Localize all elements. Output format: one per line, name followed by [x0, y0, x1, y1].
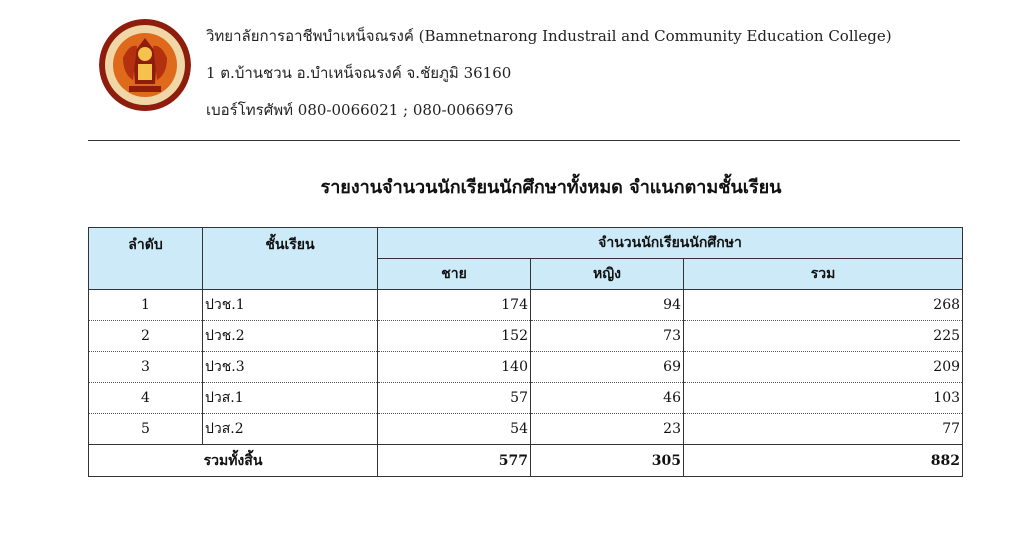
row-index: 4 — [89, 383, 203, 414]
row-index: 2 — [89, 321, 203, 352]
row-total: 268 — [684, 290, 963, 321]
row-total: 77 — [684, 414, 963, 445]
column-header-level: ชั้นเรียน — [203, 228, 378, 290]
row-level: ปวช.3 — [203, 352, 378, 383]
table-row — [89, 383, 963, 414]
row-index: 5 — [89, 414, 203, 445]
table-total-row — [89, 445, 963, 477]
school-address: 1 ต.บ้านชวน อ.บำเหน็จณรงค์ จ.ชัยภูมิ 36160 — [206, 64, 512, 82]
total-male: 577 — [378, 445, 531, 477]
row-male: 57 — [378, 383, 531, 414]
column-header-student-count: จำนวนนักเรียนนักศึกษา — [378, 228, 963, 259]
table-row — [89, 290, 963, 321]
college-seal-icon — [99, 18, 191, 112]
column-header-index: ลำดับ — [89, 228, 203, 290]
row-index: 3 — [89, 352, 203, 383]
row-male: 174 — [378, 290, 531, 321]
row-level: ปวส.1 — [203, 383, 378, 414]
row-level: ปวส.2 — [203, 414, 378, 445]
total-all: 882 — [684, 445, 963, 477]
total-label: รวมทั้งสิ้น — [89, 445, 378, 477]
row-female: 23 — [531, 414, 684, 445]
school-phone: เบอร์โทรศัพท์ 080-0066021 ; 080-0066976 — [206, 101, 514, 119]
row-female: 94 — [531, 290, 684, 321]
row-female: 69 — [531, 352, 684, 383]
student-count-table — [88, 227, 963, 477]
row-total: 225 — [684, 321, 963, 352]
column-header-total: รวม — [684, 259, 963, 290]
row-female: 46 — [531, 383, 684, 414]
row-index: 1 — [89, 290, 203, 321]
row-level: ปวช.1 — [203, 290, 378, 321]
row-male: 140 — [378, 352, 531, 383]
total-female: 305 — [531, 445, 684, 477]
header-divider — [88, 140, 960, 141]
table-row — [89, 321, 963, 352]
row-level: ปวช.2 — [203, 321, 378, 352]
row-total: 103 — [684, 383, 963, 414]
school-name: วิทยาลัยการอาชีพบำเหน็จณรงค์ (Bamnetnarong Industrail and Community Education College) — [206, 27, 892, 45]
report-title: รายงานจำนวนนักเรียนนักศึกษาทั้งหมด จำแนกตามชั้นเรียน — [320, 177, 782, 198]
column-header-male: ชาย — [378, 259, 531, 290]
row-female: 73 — [531, 321, 684, 352]
row-total: 209 — [684, 352, 963, 383]
school-header — [206, 18, 892, 129]
row-male: 54 — [378, 414, 531, 445]
table-row — [89, 414, 963, 445]
column-header-female: หญิง — [531, 259, 684, 290]
row-male: 152 — [378, 321, 531, 352]
table-row — [89, 352, 963, 383]
